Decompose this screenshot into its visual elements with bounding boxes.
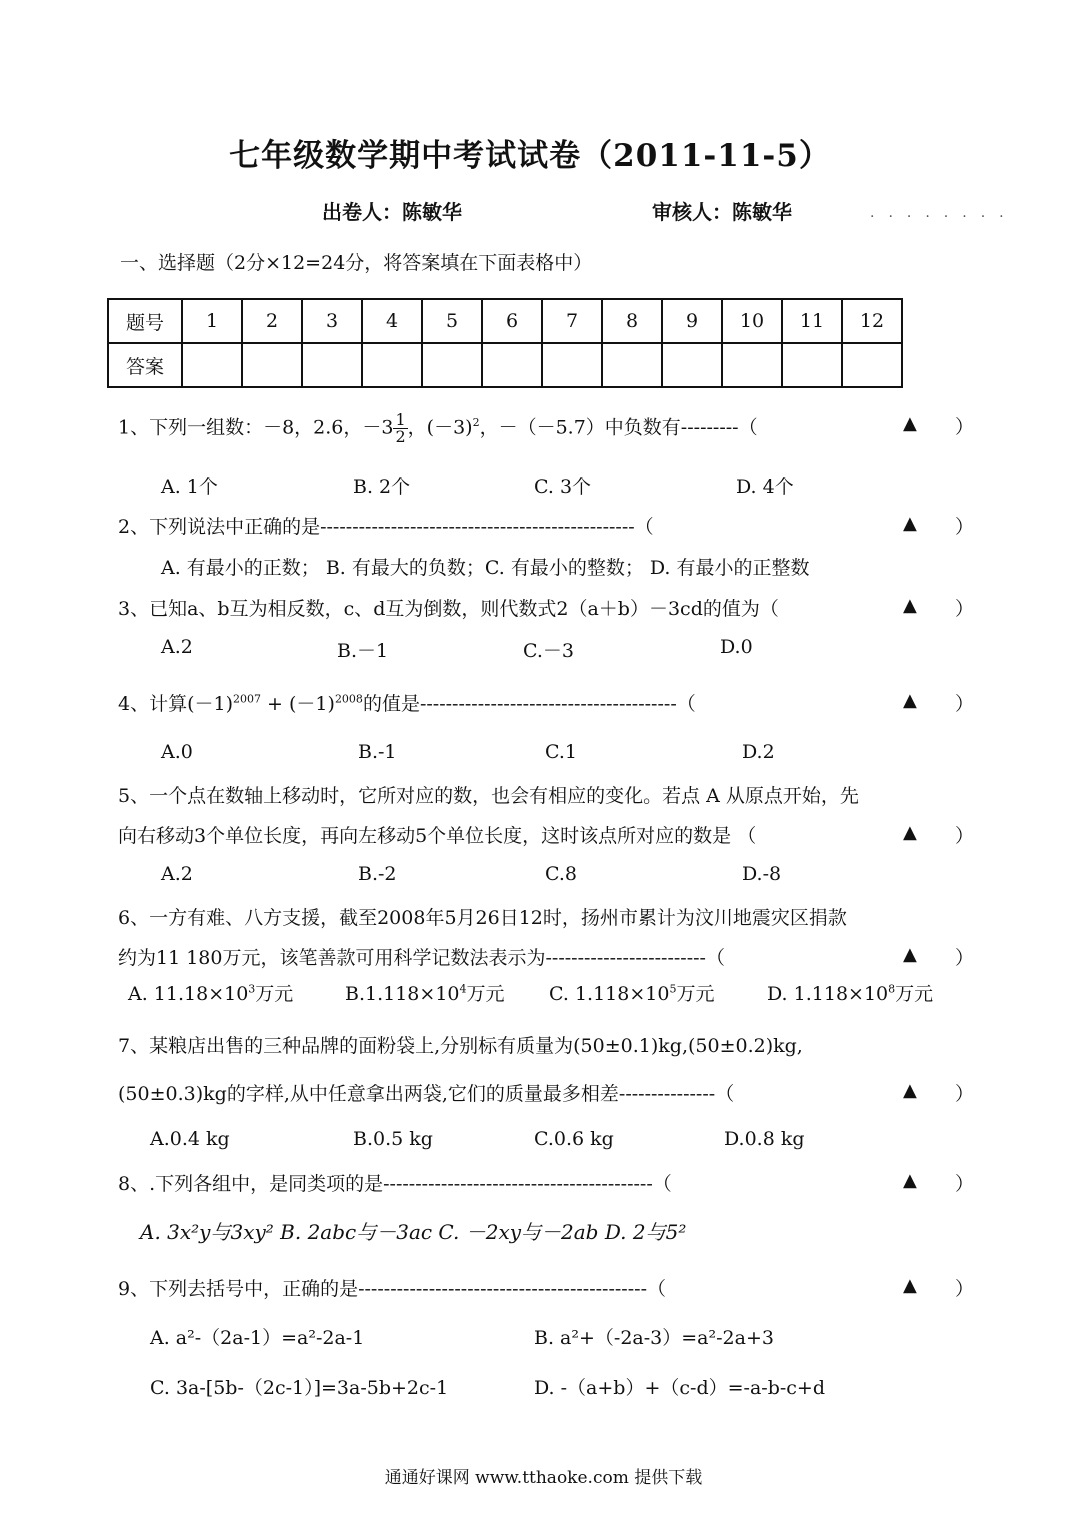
answer-cell[interactable] — [782, 343, 842, 387]
author-line: 出卷人：陈敏华 — [322, 200, 462, 224]
option-b: B. 2个 — [353, 476, 411, 498]
option-c: C.1 — [545, 741, 577, 763]
answer-cell[interactable] — [242, 343, 302, 387]
option-b: $B.1.118\times 10^4$万元 — [345, 982, 505, 1005]
close-paren: ） — [955, 1173, 975, 1195]
triangle-mark: ▲ — [903, 413, 917, 434]
question-9: 9、下列去括号中，正确的是---------------------------------------------（ — [118, 1278, 666, 1300]
option-b: B.0.5 kg — [353, 1128, 433, 1150]
triangle-mark: ▲ — [903, 1275, 917, 1296]
table-row — [108, 299, 902, 343]
question-7-line2: (50±0.3)kg的字样,从中任意拿出两袋,它们的质量最多相差---------------（ — [118, 1083, 735, 1105]
option-b: B.-1 — [358, 741, 397, 763]
question-3: 3、已知a、b互为相反数，c、d互为倒数，则代数式2（a＋b）－3cd的值为（ — [118, 598, 779, 620]
question-6-line1: 6、一方有难、八方支援，截至2008年5月26日12时，扬州市累计为汶川地震灾区捐款 — [118, 907, 847, 929]
table-cell: 10 — [722, 299, 782, 343]
table-cell: 8 — [602, 299, 662, 343]
options-line: A. 3x²y与3xy² B. 2abc与－3ac C. －2xy与－2ab D. 2与5² — [140, 1220, 687, 1244]
close-paren: ） — [955, 693, 975, 715]
answer-cell[interactable] — [542, 343, 602, 387]
table-cell: 3 — [302, 299, 362, 343]
answer-cell[interactable] — [422, 343, 482, 387]
table-cell: 7 — [542, 299, 602, 343]
answer-cell[interactable] — [722, 343, 782, 387]
table-cell: 4 — [362, 299, 422, 343]
table-cell: 2 — [242, 299, 302, 343]
option-c: C.8 — [545, 863, 577, 885]
triangle-mark: ▲ — [903, 1170, 917, 1191]
question-7-line1: 7、某粮店出售的三种品牌的面粉袋上,分别标有质量为(50±0.1)kg,(50±0.2)kg, — [118, 1035, 803, 1057]
option-d: D.0 — [720, 636, 753, 658]
answer-cell[interactable] — [842, 343, 902, 387]
reviewer-line: 审核人：陈敏华 — [652, 200, 792, 224]
option-c: C. 3个 — [534, 476, 592, 498]
footer-credit: 通通好课网 www.tthaoke.com 提供下载 — [384, 1468, 703, 1488]
question-5-line1: 5、一个点在数轴上移动时，它所对应的数，也会有相应的变化。若点 A 从原点开始，先 — [118, 785, 859, 807]
option-a: A.2 — [161, 636, 193, 658]
triangle-mark: ▲ — [903, 944, 917, 965]
close-paren: ） — [955, 1278, 975, 1300]
question-1: 1、下列一组数：－8，2.6，－3 $\frac{1}{2}$ ，$(-3)^2$，－（－5.7）中负数有---------（ — [118, 410, 758, 446]
option-a: A.2 — [161, 863, 193, 885]
close-paren: ） — [955, 947, 975, 969]
close-paren: ） — [955, 416, 975, 438]
question-8: 8、.下列各组中，是同类项的是------------------------------------------（ — [118, 1173, 672, 1195]
fraction: $\frac{1}{2}$ — [395, 410, 406, 446]
option-b: B.－1 — [337, 640, 389, 662]
option-c: C.0.6 kg — [534, 1128, 614, 1150]
question-2: 2、下列说法中正确的是-------------------------------------------------（ — [118, 516, 654, 538]
option-a: A.0 — [161, 741, 193, 763]
option-c: C. $1.118\times 10^5$万元 — [549, 982, 715, 1005]
section-heading: 一、选择题（2分×12=24分，将答案填在下面表格中） — [120, 252, 593, 274]
triangle-mark: ▲ — [903, 1080, 917, 1101]
table-cell: 9 — [662, 299, 722, 343]
triangle-mark: ▲ — [903, 690, 917, 711]
option-d: D. 4个 — [736, 476, 794, 498]
answer-cell[interactable] — [602, 343, 662, 387]
option-a: A. a²-（2a-1）=a²-2a-1 — [150, 1327, 365, 1349]
close-paren: ） — [955, 516, 975, 538]
table-cell: 1 — [182, 299, 242, 343]
option-b: B.-2 — [358, 863, 397, 885]
answer-cell[interactable] — [362, 343, 422, 387]
option-d: D.-8 — [742, 863, 782, 885]
close-paren: ） — [955, 825, 975, 847]
table-cell: 12 — [842, 299, 902, 343]
close-paren: ） — [955, 1083, 975, 1105]
option-b: B. a²+（-2a-3）=a²-2a+3 — [534, 1327, 774, 1349]
option-d: D. $1.118\times 10^8$万元 — [767, 982, 934, 1005]
answer-cell[interactable] — [662, 343, 722, 387]
options-line: A. 有最小的正数； B. 有最大的负数；C. 有最小的整数； D. 有最小的正整数 — [161, 557, 810, 579]
answer-cell[interactable] — [182, 343, 242, 387]
answer-table — [107, 298, 903, 388]
table-cell: 题号 — [108, 299, 182, 343]
question-5-line2: 向右移动3个单位长度，再向左移动5个单位长度，这时该点所对应的数是 （ — [118, 825, 757, 847]
option-a: A. 1个 — [161, 476, 218, 498]
option-d: D.2 — [742, 741, 775, 763]
answer-cell[interactable] — [302, 343, 362, 387]
table-cell: 答案 — [108, 343, 182, 387]
option-c: C. 3a-[5b-（2c-1）]=3a-5b+2c-1 — [150, 1377, 449, 1399]
answer-cell[interactable] — [482, 343, 542, 387]
triangle-mark: ▲ — [903, 595, 917, 616]
triangle-mark: ▲ — [903, 513, 917, 534]
triangle-mark: ▲ — [903, 822, 917, 843]
question-6-line2: 约为11 180万元，该笔善款可用科学记数法表示为-------------------------（ — [118, 947, 725, 969]
question-4: 4、计算$(-1)^{2007} + (-1)^{2008}$的值是----------------------------------------（ — [118, 692, 696, 715]
table-cell: 5 — [422, 299, 482, 343]
close-paren: ） — [955, 598, 975, 620]
table-cell: 11 — [782, 299, 842, 343]
option-d: D. -（a+b）+（c-d）=-a-b-c+d — [534, 1377, 826, 1399]
option-c: C.－3 — [523, 640, 574, 662]
table-row — [108, 343, 902, 387]
option-a: A. $11.18\times 10^3$万元 — [128, 982, 294, 1005]
option-d: D.0.8 kg — [724, 1128, 805, 1150]
page-title: 七年级数学期中考试试卷（2011-11-5） — [229, 138, 831, 174]
option-a: A.0.4 kg — [150, 1128, 230, 1150]
decorative-dots: ........ — [870, 205, 1018, 221]
table-cell: 6 — [482, 299, 542, 343]
